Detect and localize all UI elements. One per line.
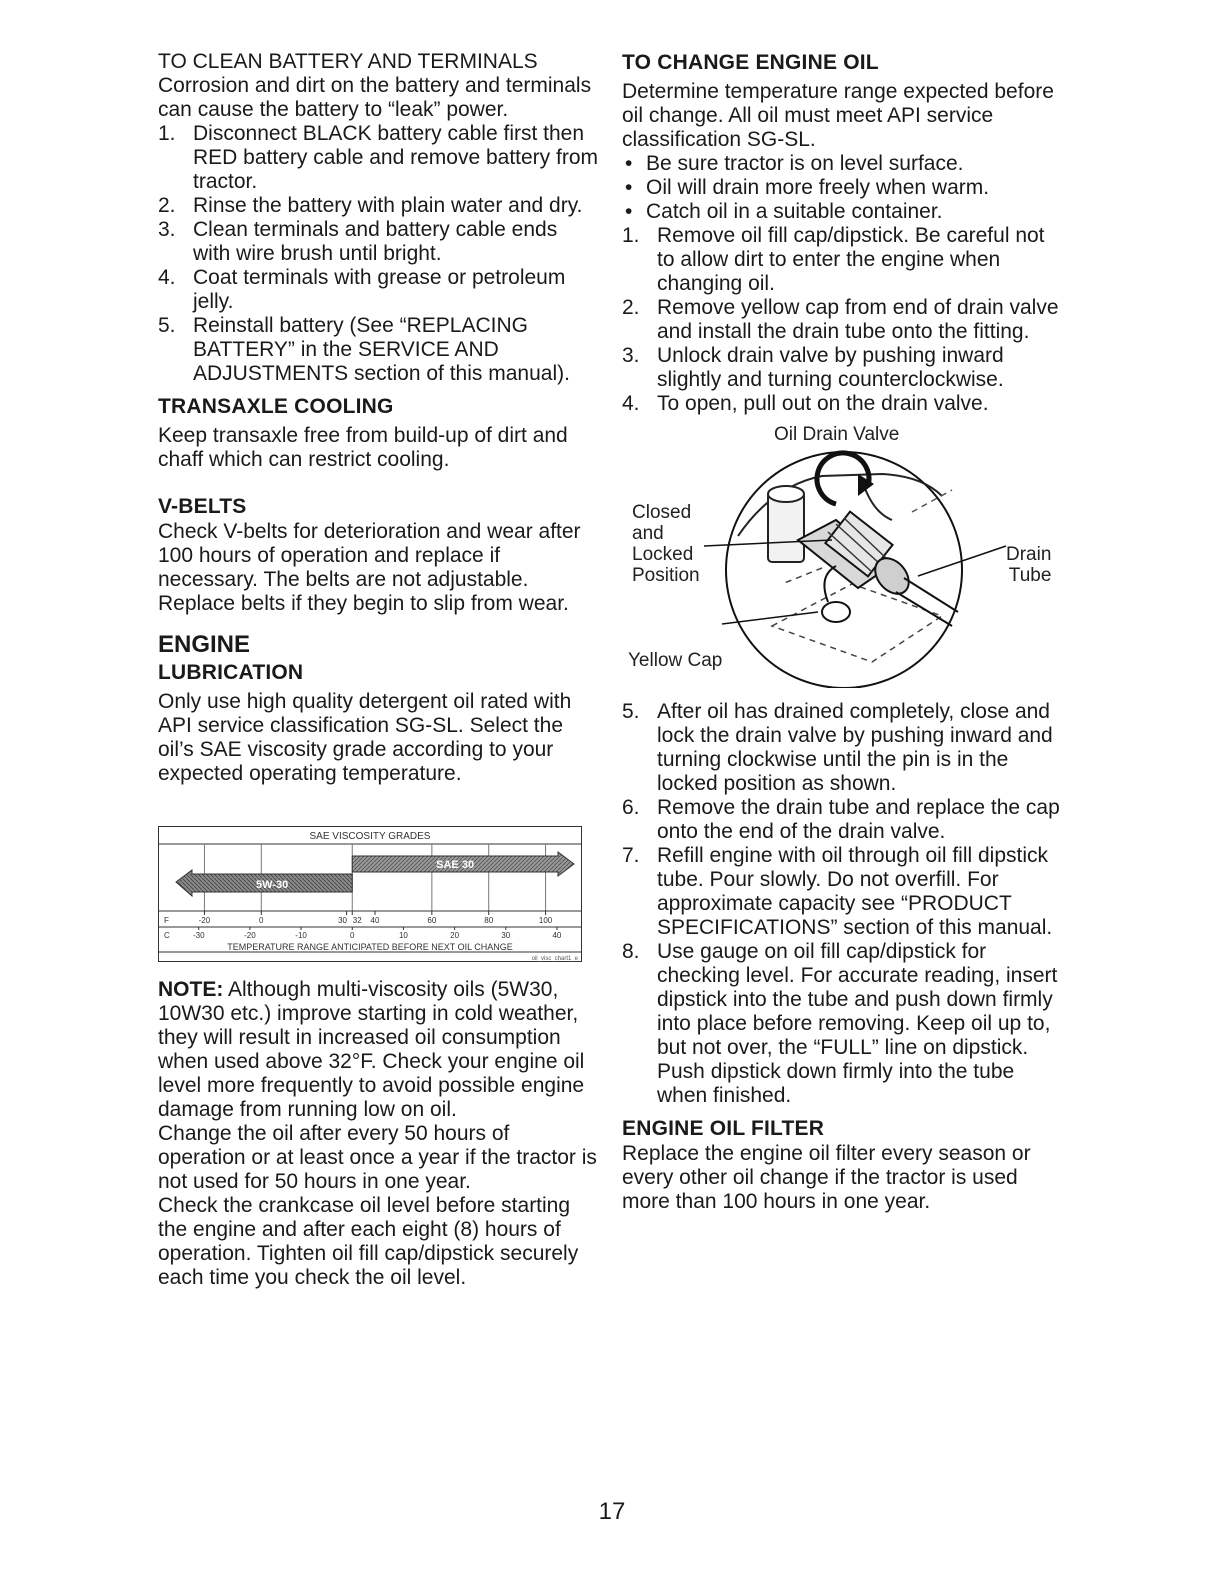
fahrenheit-label: F xyxy=(164,916,169,925)
c-tick-label: 10 xyxy=(398,931,408,940)
vbelts-heading: V-BELTS xyxy=(158,495,247,518)
change-oil-interval: Change the oil after every 50 hours of operation or at least once a year if the tractor is not used for 50 hours in one year. xyxy=(158,1122,597,1193)
list-item: 5. After oil has drained completely, close and lock the drain valve by pushing inward and turning clockwise until the pin is in the locked position as shown. xyxy=(622,700,1053,795)
bar-label-sae30: SAE 30 xyxy=(436,859,475,871)
fahrenheit-ticks xyxy=(199,911,553,925)
f-tick-label: -20 xyxy=(198,916,211,925)
c-tick-label: -10 xyxy=(295,931,307,940)
chart-code: oil_visc_chart1_e xyxy=(531,956,578,962)
f-tick-label: 100 xyxy=(538,916,553,925)
battery-steps xyxy=(158,122,598,386)
c-tick-label: 40 xyxy=(552,931,562,940)
label-drain-tube: Drain Tube xyxy=(1006,544,1052,586)
f-tick-label: 60 xyxy=(427,916,437,925)
list-item: 7. Refill engine with oil through oil fill dipstick tube. Pour slowly. Do not overfill. For approximate capacity see “PRODUCT SPECIFICATIONS” section of this manual. xyxy=(622,844,1053,939)
c-tick-label: -20 xyxy=(244,931,256,940)
list-item: 3. Clean terminals and battery cable ends with wire brush until bright. xyxy=(158,218,558,265)
transaxle-text: Keep transaxle free from build-up of dirt and chaff which can restrict cooling. xyxy=(158,424,568,471)
list-item: • Be sure tractor is on level surface. xyxy=(625,152,964,175)
chart-bars xyxy=(176,852,574,896)
list-item: 1. Disconnect BLACK battery cable first then RED battery cable and remove battery from tractor. xyxy=(158,122,599,193)
list-item: 2. Rinse the battery with plain water and dry. xyxy=(158,194,583,217)
left-column xyxy=(158,50,598,1290)
change-oil-steps-continued xyxy=(622,700,1062,1108)
f-tick-label: 30 xyxy=(338,916,348,925)
note-paragraph xyxy=(158,978,598,1122)
list-item: 4. To open, pull out on the drain valve. xyxy=(622,392,989,415)
list-item: 2. Remove yellow cap from end of drain valve and install the drain tube onto the fitting. xyxy=(622,296,1059,343)
change-oil-intro: Determine temperature range expected before oil change. All oil must meet API service classification SG-SL. xyxy=(622,80,1054,151)
oil-filter-heading: ENGINE OIL FILTER xyxy=(622,1117,825,1140)
list-item: 4. Coat terminals with grease or petroleum jelly. xyxy=(158,266,566,313)
oil-drain-valve-figure xyxy=(622,416,1062,688)
list-item: 6. Remove the drain tube and replace the cap onto the end of the drain valve. xyxy=(622,796,1060,843)
viscosity-chart xyxy=(158,826,582,962)
c-tick-label: -30 xyxy=(192,931,205,940)
c-tick-label: 30 xyxy=(501,931,511,940)
list-item: • Oil will drain more freely when warm. xyxy=(625,176,990,199)
note-label: NOTE: xyxy=(158,978,224,1001)
transaxle-heading: TRANSAXLE COOLING xyxy=(158,395,394,418)
f-tick-label: 40 xyxy=(370,916,380,925)
chart-xlabel: TEMPERATURE RANGE ANTICIPATED BEFORE NEXT OIL CHANGE xyxy=(227,942,513,952)
f-tick-label: 80 xyxy=(484,916,494,925)
page-number: 17 xyxy=(598,1498,626,1525)
change-oil-heading: TO CHANGE ENGINE OIL xyxy=(622,51,879,74)
c-tick-label: 0 xyxy=(350,931,355,940)
right-column xyxy=(622,50,1062,1214)
check-oil-text: Check the crankcase oil level before starting the engine and after each eight (8) hours of operation. Tighten oil fill cap/dipstick securely each time you check the oil level. xyxy=(158,1194,579,1289)
battery-heading: TO CLEAN BATTERY AND TERMINALS xyxy=(158,50,538,73)
engine-heading: ENGINE xyxy=(158,631,251,658)
celsius-label: C xyxy=(164,931,170,940)
label-closed-locked: Closed and Locked Position xyxy=(632,502,700,586)
change-oil-steps xyxy=(622,224,1062,416)
lubrication-heading: LUBRICATION xyxy=(158,661,304,684)
f-tick-label: 32 xyxy=(352,916,362,925)
f-tick-label: 0 xyxy=(259,916,264,925)
change-oil-bullets xyxy=(622,152,1062,224)
list-item: • Catch oil in a suitable container. xyxy=(625,200,943,223)
list-item: 1. Remove oil fill cap/dipstick. Be careful not to allow dirt to enter the engine when changing oil. xyxy=(622,224,1045,295)
celsius-ticks xyxy=(193,927,562,940)
label-yellow-cap: Yellow Cap xyxy=(628,650,723,671)
bar-label-5w30: 5W-30 xyxy=(256,879,289,891)
chart-title: SAE VISCOSITY GRADES xyxy=(309,831,431,842)
figure-title: Oil Drain Valve xyxy=(774,424,900,445)
vbelts-text: Check V-belts for deterioration and wear after 100 hours of operation and replace if necessary. The belts are not adjustable. Replace belts if they begin to slip from wear. xyxy=(158,520,581,615)
lubrication-text: Only use high quality detergent oil rated with API service classification SG-SL. Select the oil’s SAE viscosity grade according to your expected operating temperature. xyxy=(158,690,572,785)
battery-intro: Corrosion and dirt on the battery and terminals can cause the battery to “leak” power. xyxy=(158,74,592,121)
list-item: 5. Reinstall battery (See “REPLACING BATTERY” in the SERVICE AND ADJUSTMENTS section of this manual). xyxy=(158,314,570,385)
c-tick-label: 20 xyxy=(450,931,460,940)
oil-filter-text: Replace the engine oil filter every season or every other oil change if the tractor is used more than 100 hours in one year. xyxy=(622,1142,1031,1213)
viscosity-chart-svg xyxy=(158,826,582,962)
list-item: 3. Unlock drain valve by pushing inward slightly and turning counterclockwise. xyxy=(622,344,1004,391)
note-text: Although multi-viscosity oils (5W30, 10W30 etc.) improve starting in cold weather, they will result in increased oil consumption when used above 32°F. Check your engine oil level more frequently to avoid possible engine damage from running low on oil. xyxy=(158,978,585,1121)
list-item: 8. Use gauge on oil fill cap/dipstick for checking level. For accurate reading, insert dipstick into the tube and push down firmly into place before removing. Keep oil up to, but not over, the “FULL” line on dipstick. Push dipstick down firmly into the tube when finished. xyxy=(622,940,1058,1107)
